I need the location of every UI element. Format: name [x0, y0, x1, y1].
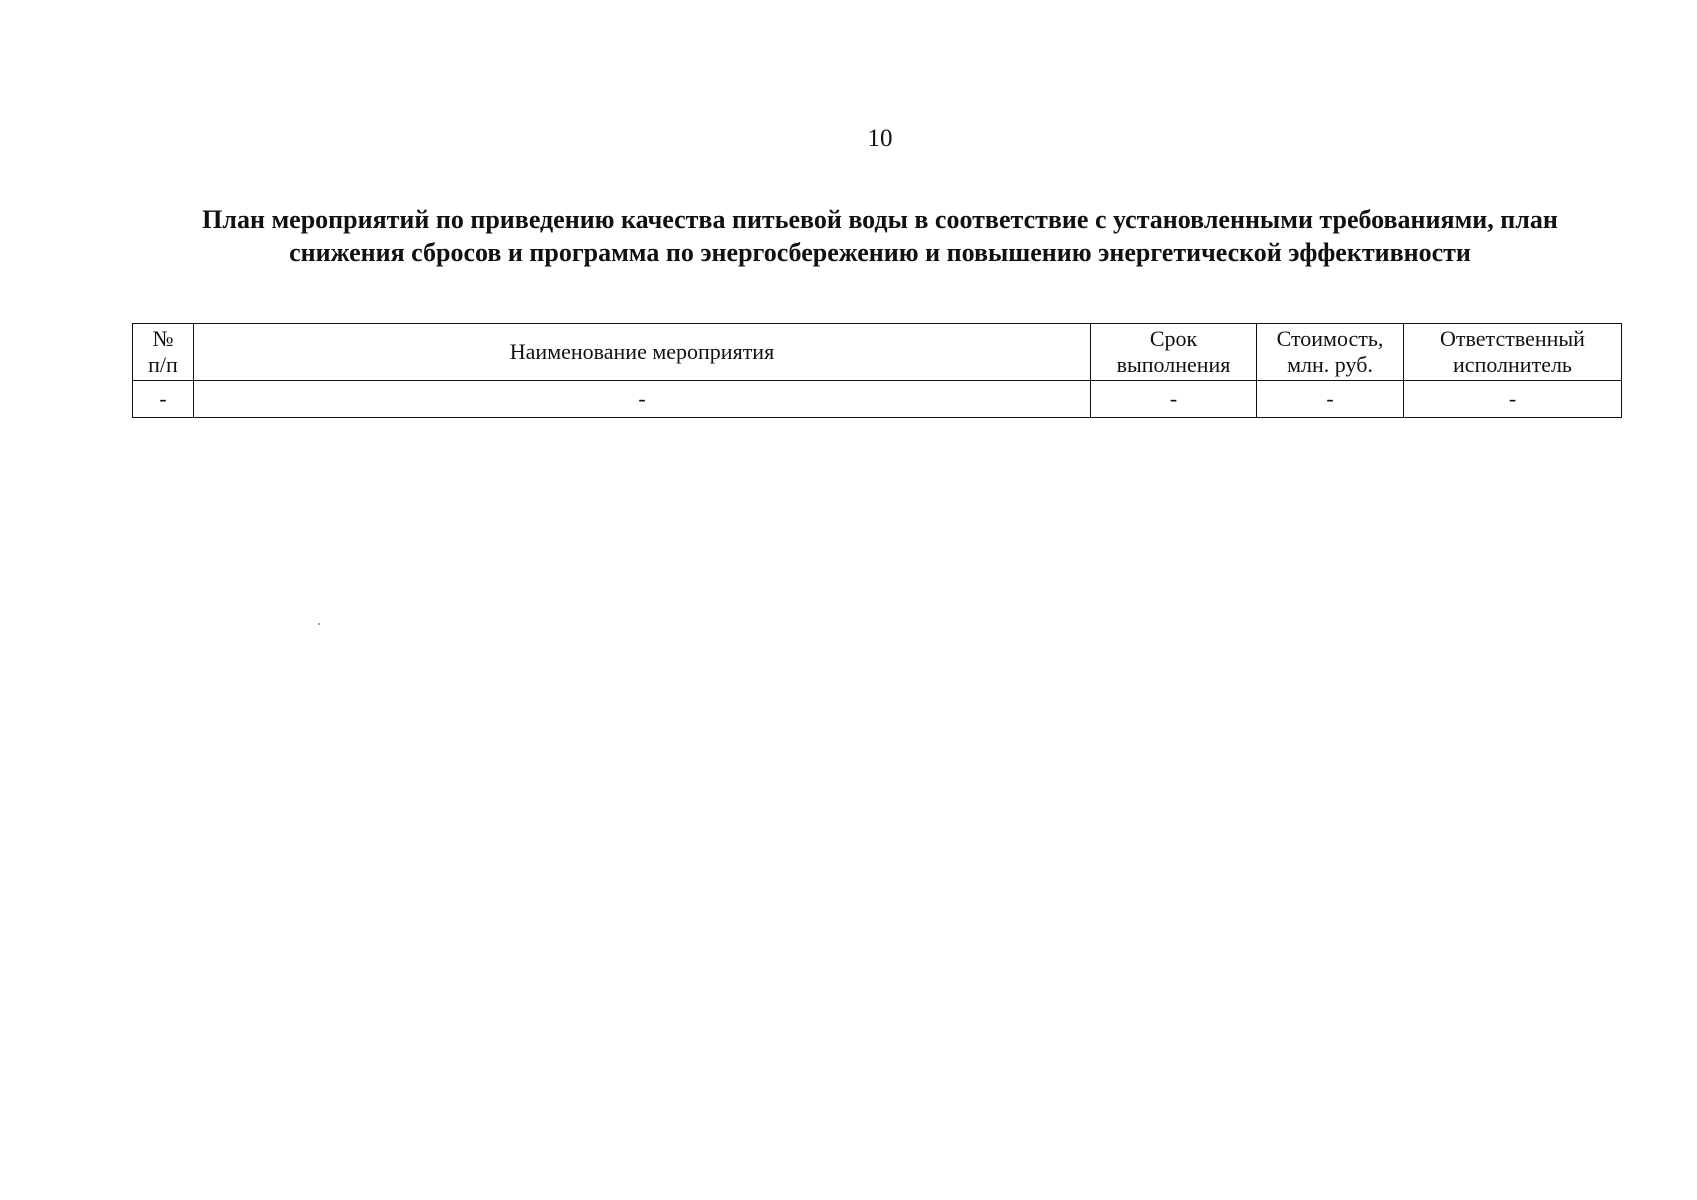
header-responsible-line-1: Ответственный	[1440, 326, 1585, 351]
header-cost-line-2: млн. руб.	[1287, 352, 1373, 377]
cell-measure-name: -	[194, 381, 1091, 418]
header-cost-line-1: Стоимость,	[1276, 326, 1384, 351]
header-responsible-line-2: исполнитель	[1453, 352, 1572, 377]
document-title-line-2: снижения сбросов и программа по энергосбережению и повышению энергетической эффективности	[289, 238, 1471, 267]
cell-number: -	[133, 381, 194, 418]
header-deadline-line-2: выполнения	[1116, 352, 1231, 377]
header-cost	[1257, 324, 1404, 381]
page-number: 10	[867, 125, 893, 152]
header-measure-name: Наименование мероприятия	[194, 324, 1091, 381]
table-row	[133, 381, 1622, 418]
document-title	[120, 203, 1640, 269]
header-number	[133, 324, 194, 381]
header-deadline-line-1: Срок	[1149, 326, 1198, 351]
header-responsible	[1404, 324, 1622, 381]
cell-responsible: -	[1404, 381, 1622, 418]
table-header-row	[133, 324, 1622, 381]
header-number-line-1: №	[152, 326, 174, 351]
header-deadline	[1091, 324, 1257, 381]
header-number-line-2: п/п	[148, 352, 178, 377]
document-title-line-1: План мероприятий по приведению качества питьевой воды в соответствие с установленными требованиями, план	[202, 205, 1558, 234]
cell-deadline: -	[1091, 381, 1257, 418]
measures-table	[132, 323, 1622, 418]
scan-speck	[318, 623, 320, 625]
cell-cost: -	[1257, 381, 1404, 418]
